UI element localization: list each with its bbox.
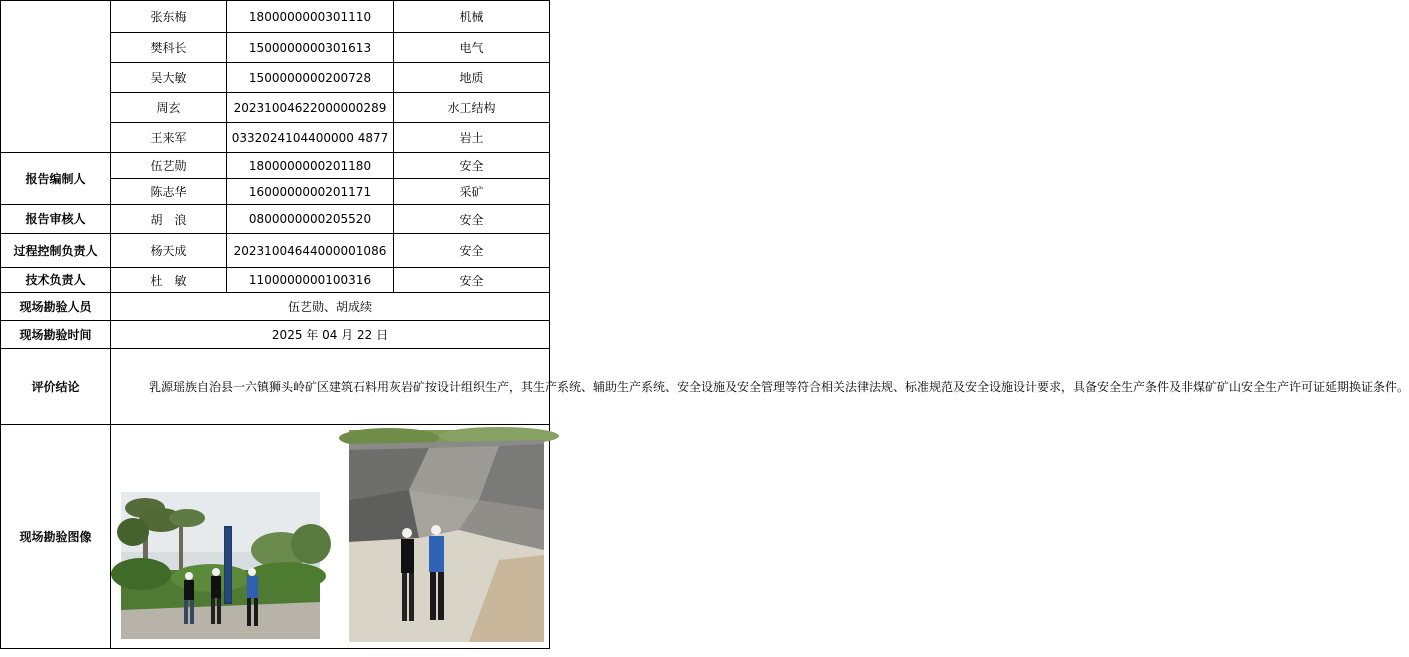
- author-specialty: 安全: [394, 153, 550, 179]
- tech-lead-label: 技术负责人: [1, 268, 111, 293]
- staff-name: 周玄: [111, 93, 227, 123]
- reviewer-name: 胡 浪: [111, 205, 227, 234]
- staff-cert: 20231004622000000289: [227, 93, 394, 123]
- evaluation-label: 评价结论: [1, 349, 111, 425]
- author-specialty: 采矿: [394, 179, 550, 205]
- report-reviewer-row: [1, 205, 550, 234]
- report-reviewer-label: 报告审核人: [1, 205, 111, 234]
- site-survey-staff-row: [1, 293, 550, 321]
- staff-cert: 1500000000200728: [227, 63, 394, 93]
- staff-specialty: 岩土: [394, 123, 550, 153]
- tech-lead-specialty: 安全: [394, 268, 550, 293]
- process-control-cert: 20231004644000001086: [227, 234, 394, 268]
- staff-name: 王来军: [111, 123, 227, 153]
- tech-lead-name: 杜 敏: [111, 268, 227, 293]
- site-photos-row: [1, 425, 550, 649]
- evaluation-text-cell: [111, 349, 1409, 425]
- staff-cert: 1500000000301613: [227, 33, 394, 63]
- site-photo-quarry: [349, 430, 544, 642]
- site-photos-label: 现场勘验图像: [1, 425, 111, 649]
- staff-specialty: 水工结构: [394, 93, 550, 123]
- process-control-label: 过程控制负责人: [1, 234, 111, 268]
- staff-row: [1, 1, 550, 33]
- author-name: 陈志华: [111, 179, 227, 205]
- author-cert: 1800000000201180: [227, 153, 394, 179]
- process-control-name: 杨天成: [111, 234, 227, 268]
- site-photos-cell: [111, 425, 550, 649]
- process-control-row: [1, 234, 550, 268]
- author-cert: 1600000000201171: [227, 179, 394, 205]
- report-author-row: [1, 153, 550, 179]
- staff-label-cell: [1, 1, 111, 153]
- staff-cert: 0332024104400000 4877: [227, 123, 394, 153]
- site-survey-staff-label: 现场勘验人员: [1, 293, 111, 321]
- site-photo-roadside: [121, 492, 320, 639]
- process-control-specialty: 安全: [394, 234, 550, 268]
- staff-specialty: 机械: [394, 1, 550, 33]
- report-author-label: 报告编制人: [1, 153, 111, 205]
- evaluation-text: 乳源瑶族自治县一六镇狮头岭矿区建筑石料用灰岩矿按设计组织生产，其生产系统、辅助生产系统、安全设施及安全管理等符合相关法律法规、标准规范及安全设施设计要求，具备安全生产条件及非煤矿矿山安全生产许可证延期换证条件。: [149, 379, 1409, 394]
- staff-cert: 1800000000301110: [227, 1, 394, 33]
- staff-name: 吴大敏: [111, 63, 227, 93]
- reviewer-specialty: 安全: [394, 205, 550, 234]
- tech-lead-cert: 1100000000100316: [227, 268, 394, 293]
- staff-name: 张东梅: [111, 1, 227, 33]
- author-name: 伍艺勋: [111, 153, 227, 179]
- site-survey-time-label: 现场勘验时间: [1, 321, 111, 349]
- evaluation-row: [1, 349, 550, 425]
- site-survey-staff-value: 伍艺勋、胡成续: [111, 293, 550, 321]
- site-survey-time-value: 2025 年 04 月 22 日: [111, 321, 550, 349]
- staff-specialty: 电气: [394, 33, 550, 63]
- staff-specialty: 地质: [394, 63, 550, 93]
- reviewer-cert: 0800000000205520: [227, 205, 394, 234]
- site-survey-time-row: [1, 321, 550, 349]
- staff-name: 樊科长: [111, 33, 227, 63]
- tech-lead-row: [1, 268, 550, 293]
